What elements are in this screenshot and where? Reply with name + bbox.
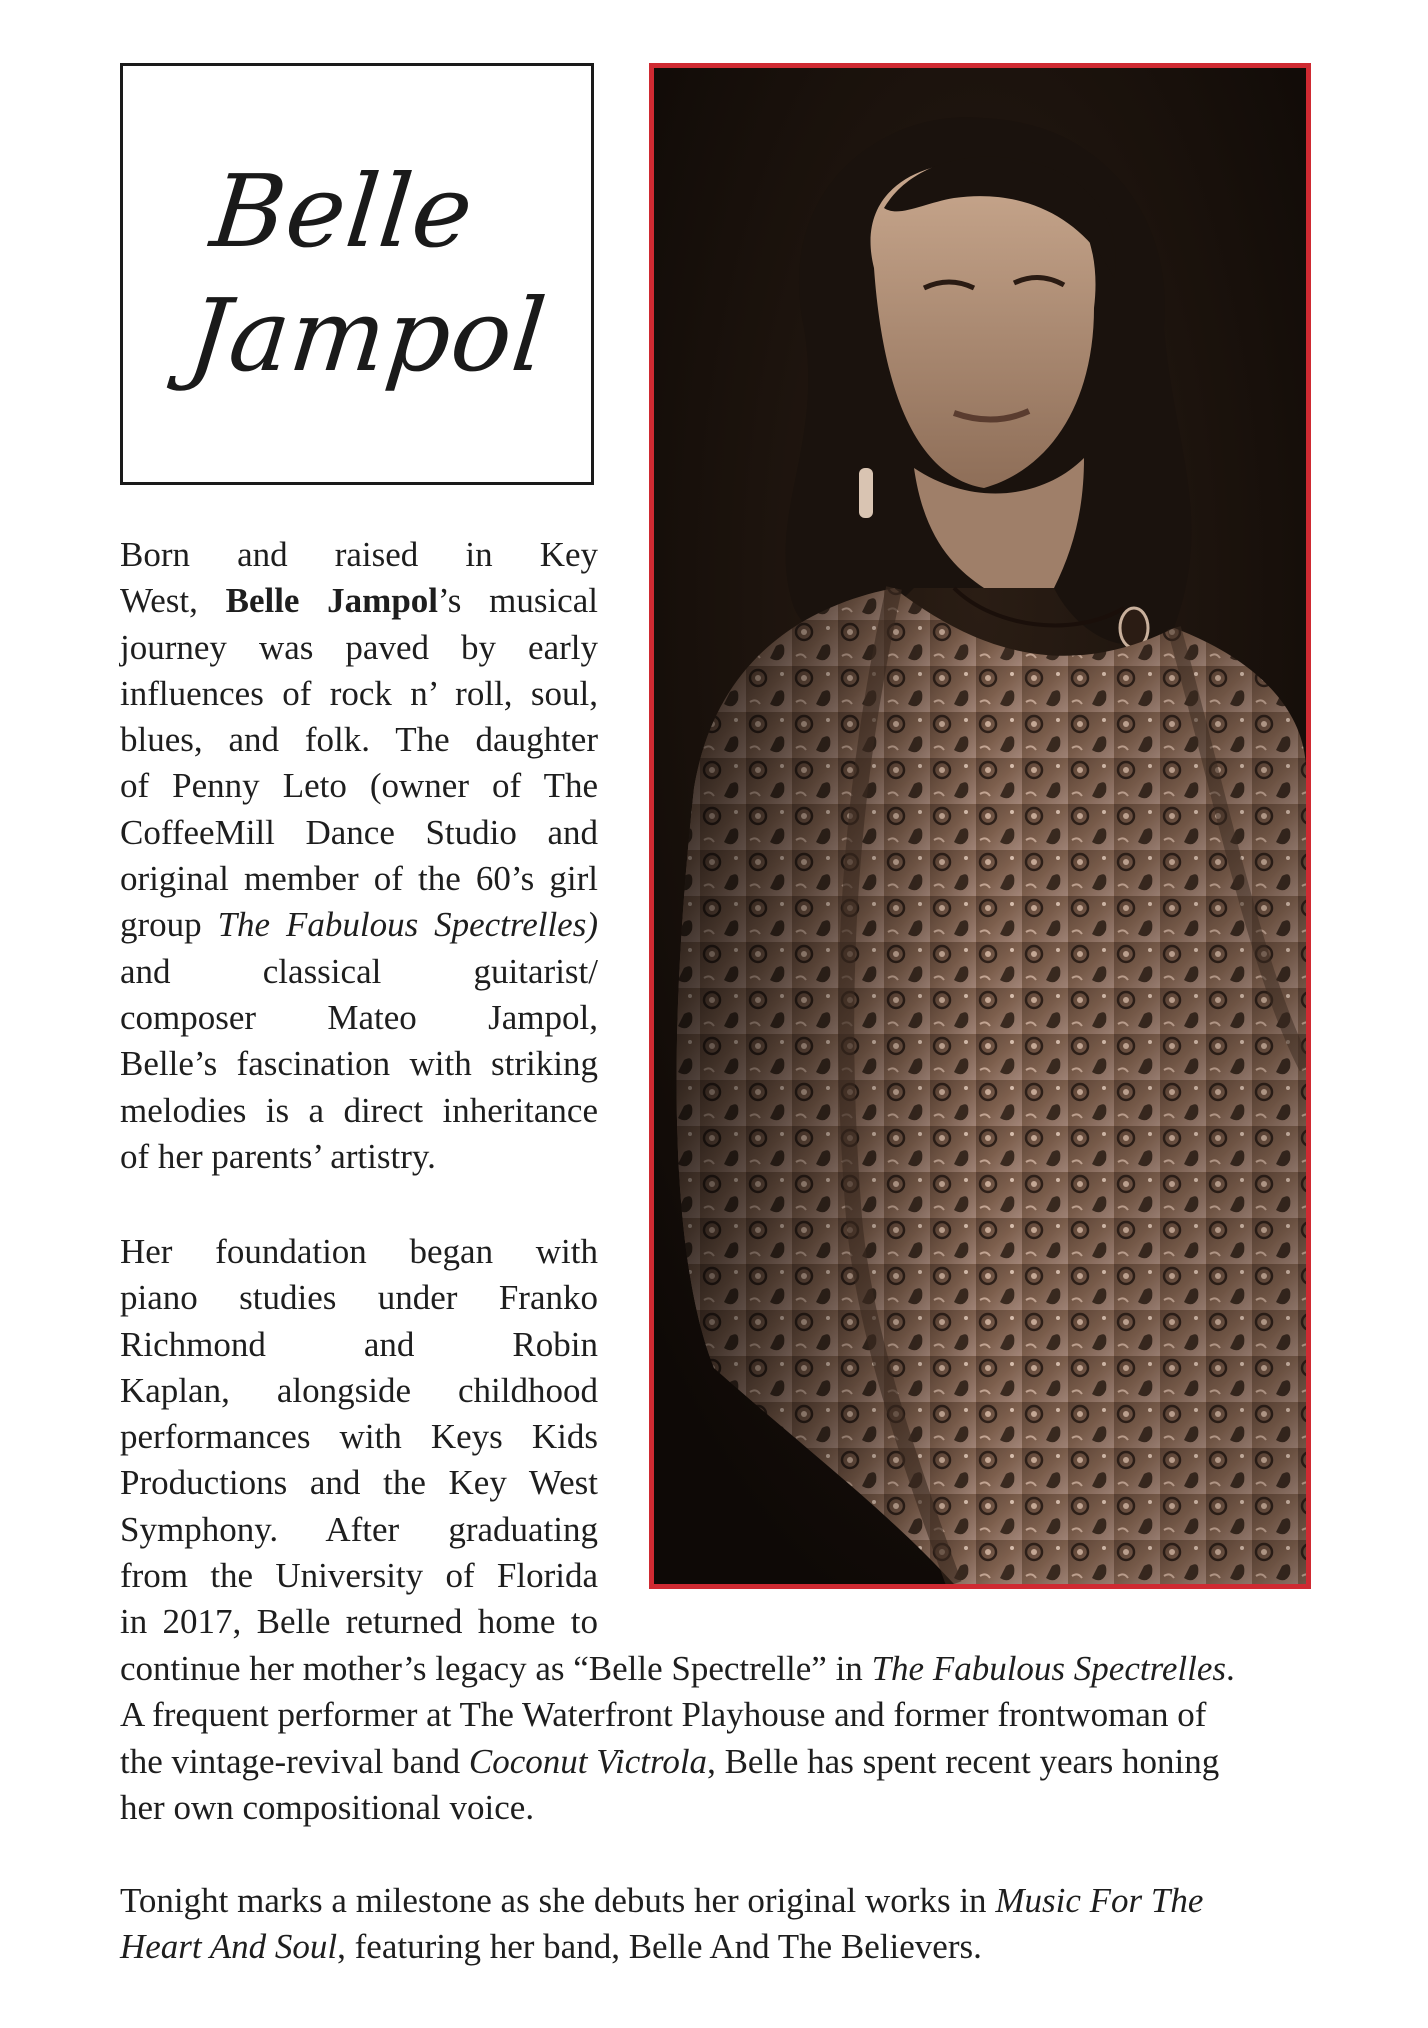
text-run: continue her mother’s legacy as “Belle Spectrelle” in bbox=[120, 1649, 872, 1688]
text-line bbox=[120, 1739, 1313, 1785]
text-line: blues, and folk. The daughter bbox=[120, 720, 598, 760]
text-line: melodies is a direct inheritance bbox=[120, 1090, 598, 1130]
text-line bbox=[120, 902, 598, 948]
title-box bbox=[120, 63, 594, 485]
text-line: Belle’s fascination with striking bbox=[120, 1044, 598, 1084]
group-name-italic: The Fabulous Spectrelles) bbox=[217, 905, 598, 945]
text-run: ’s musical bbox=[438, 581, 598, 621]
text-line: Productions and the Key West bbox=[120, 1463, 598, 1503]
text-line: A frequent performer at The Waterfront Playhouse and former frontwoman of bbox=[120, 1695, 1207, 1735]
text-line: performances with Keys Kids bbox=[120, 1417, 598, 1457]
text-line: journey was paved by early bbox=[120, 627, 598, 667]
text-line: of Penny Leto (owner of The bbox=[120, 766, 598, 806]
text-line: Kaplan, alongside childhood bbox=[120, 1370, 598, 1410]
bio-paragraph-3 bbox=[120, 1878, 1313, 1971]
text-line: original member of the 60’s girl bbox=[120, 859, 598, 899]
text-run: the vintage-revival band bbox=[120, 1741, 469, 1781]
text-run: , Belle has spent recent years honing bbox=[707, 1741, 1220, 1781]
text-line: CoffeeMill Dance Studio and bbox=[120, 812, 598, 852]
text-line bbox=[120, 1646, 1313, 1692]
artist-name-bold: Belle Jampol bbox=[225, 581, 439, 621]
show-title-italic: Music For The bbox=[995, 1881, 1204, 1920]
text-line: composer Mateo Jampol, bbox=[120, 997, 598, 1037]
bio-paragraph-2-continued bbox=[120, 1646, 1313, 1831]
text-line bbox=[120, 1924, 1313, 1970]
show-title-italic: Heart And Soul bbox=[120, 1927, 338, 1967]
text-line bbox=[120, 1878, 1313, 1924]
text-line: piano studies under Franko bbox=[120, 1278, 598, 1318]
title-last-name: Jampol bbox=[182, 277, 552, 394]
portrait-illustration bbox=[654, 68, 1306, 1584]
text-line: Her foundation began with bbox=[120, 1232, 598, 1271]
title-first-name: Belle bbox=[205, 153, 479, 270]
text-line: Symphony. After graduating bbox=[120, 1509, 598, 1549]
text-run: Tonight marks a milestone as she debuts her original works in bbox=[120, 1881, 996, 1920]
bio-paragraph-1 bbox=[120, 532, 598, 1180]
portrait-photo bbox=[649, 63, 1311, 1589]
text-line: from the University of Florida bbox=[120, 1556, 598, 1596]
group-name-italic: The Fabulous Spectrelles bbox=[871, 1649, 1227, 1688]
text-run: . bbox=[1226, 1649, 1235, 1688]
text-line: in 2017, Belle returned home to bbox=[120, 1602, 598, 1642]
bio-paragraph-2 bbox=[120, 1229, 598, 1646]
text-run: , featuring her band, Belle And The Believers. bbox=[337, 1927, 982, 1967]
text-run: group bbox=[120, 905, 218, 945]
text-run: West, bbox=[120, 581, 226, 621]
text-line: Richmond and Robin bbox=[120, 1324, 598, 1364]
text-line: and classical guitarist/ bbox=[120, 951, 598, 991]
text-line: her own compositional voice. bbox=[120, 1787, 535, 1827]
text-line: Born and raised in Key bbox=[120, 535, 598, 574]
text-line: of her parents’ artistry. bbox=[120, 1136, 436, 1176]
text-line bbox=[120, 578, 598, 624]
text-line: influences of rock n’ roll, soul, bbox=[120, 673, 598, 713]
band-name-italic: Coconut Victrola bbox=[468, 1741, 708, 1781]
